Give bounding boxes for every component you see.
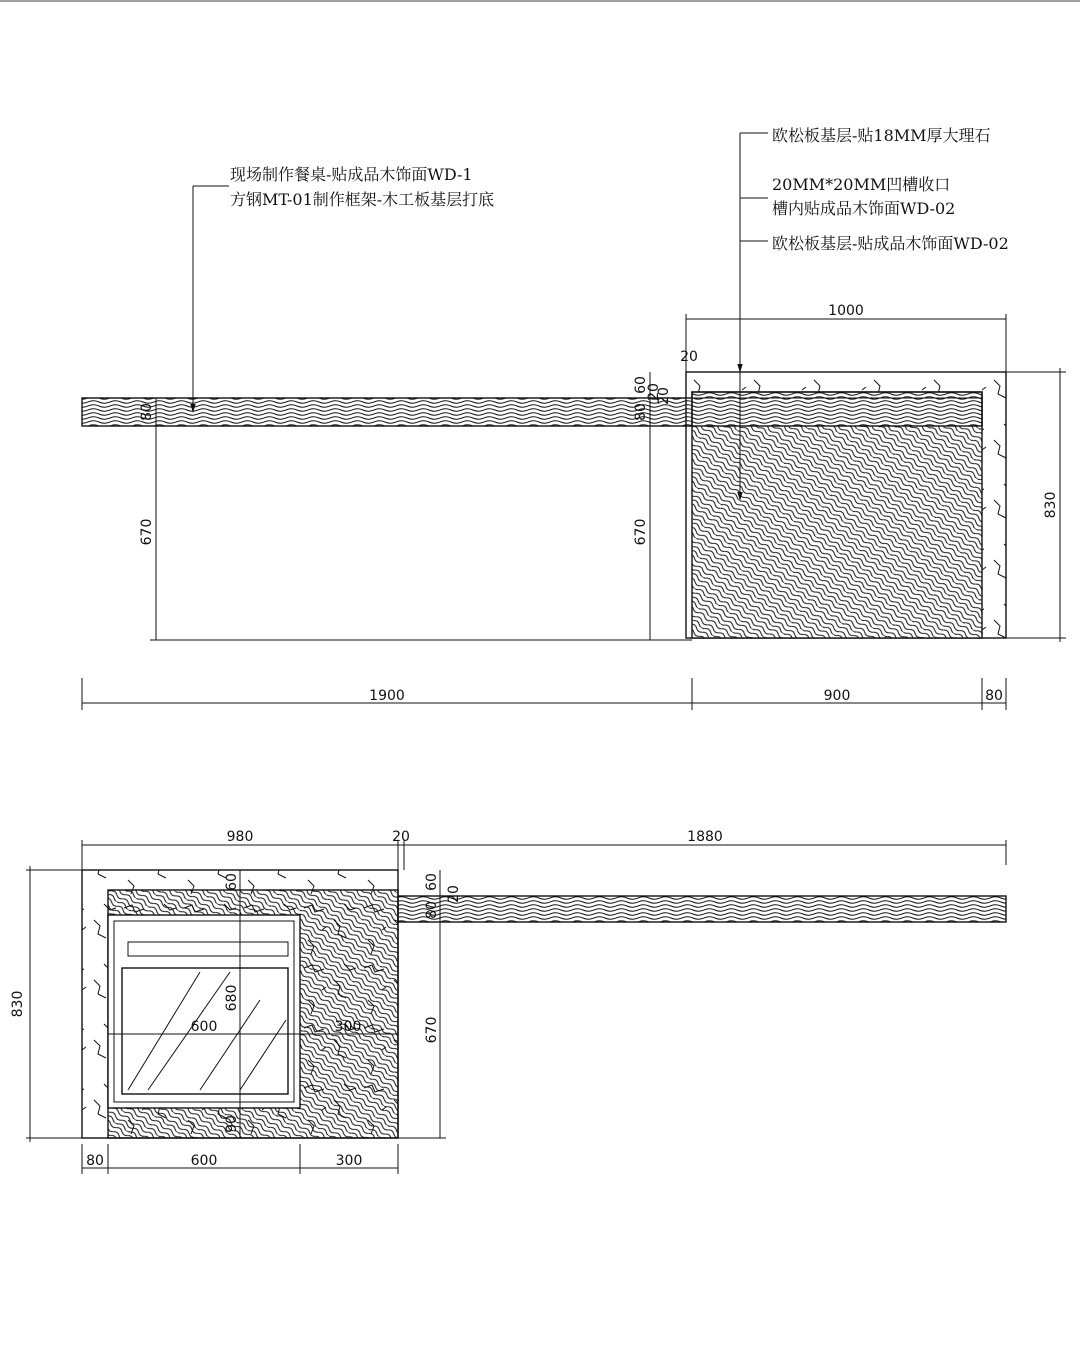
dim2-cab-width: 980: [226, 829, 254, 845]
elevation-1: [82, 126, 1066, 710]
dim2-appliance-w: 600: [190, 1019, 218, 1035]
dim2-marble-top-a: 60: [224, 873, 240, 891]
dim2-gap: 20: [392, 829, 410, 845]
dim2-leg: 670: [424, 1016, 440, 1044]
dim-table-len: 1900: [369, 688, 405, 704]
dim-leg-left: 670: [139, 518, 155, 546]
note-table-line1: 现场制作餐桌-贴成品木饰面WD-1: [230, 165, 473, 184]
elevation-2: [10, 829, 1006, 1174]
table2-top-wood: [398, 896, 1006, 922]
dim-table-thk-right: 80: [633, 403, 649, 421]
dim-groove-a: 20: [646, 383, 662, 401]
dim2-base-mid: 600: [190, 1153, 218, 1169]
dim-cabinet-width: 900: [823, 688, 851, 704]
oven-frame: [108, 915, 300, 1108]
note-groove-line1: 20MM*20MM凹槽收口: [772, 175, 951, 194]
note-table-line2: 方钢MT-01制作框架-木工板基层打底: [230, 190, 495, 209]
dim2-table-len: 1880: [687, 829, 723, 845]
dim2-total-height: 830: [10, 990, 26, 1018]
dim2-base-right: 300: [335, 1153, 363, 1169]
dim2-groove: 20: [446, 885, 462, 903]
dim-total-height: 830: [1043, 491, 1059, 519]
dim-groove-b: 20: [656, 387, 672, 405]
dim-leg-right: 670: [633, 518, 649, 546]
dim2-base-side: 80: [86, 1153, 104, 1169]
dim-marble-top: 60: [633, 376, 649, 394]
dim2-side-w: 300: [334, 1019, 362, 1035]
dim2-table-thk: 80: [424, 901, 440, 919]
dim2-bottom-gap: 90: [224, 1115, 240, 1133]
dim2-appliance-h: 680: [224, 984, 240, 1012]
dim2-marble-top-b: 60: [424, 873, 440, 891]
dim-table-thk-left: 80: [139, 403, 155, 421]
dim-top-gap: 20: [680, 349, 698, 365]
note-osb-marble: 欧松板基层-贴18MM厚大理石: [772, 126, 991, 145]
note-groove-line2: 槽内贴成品木饰面WD-02: [772, 199, 956, 218]
note-osb-wood: 欧松板基层-贴成品木饰面WD-02: [772, 234, 1009, 253]
dim-side-width: 80: [985, 688, 1003, 704]
dim-top-width: 1000: [828, 303, 864, 319]
